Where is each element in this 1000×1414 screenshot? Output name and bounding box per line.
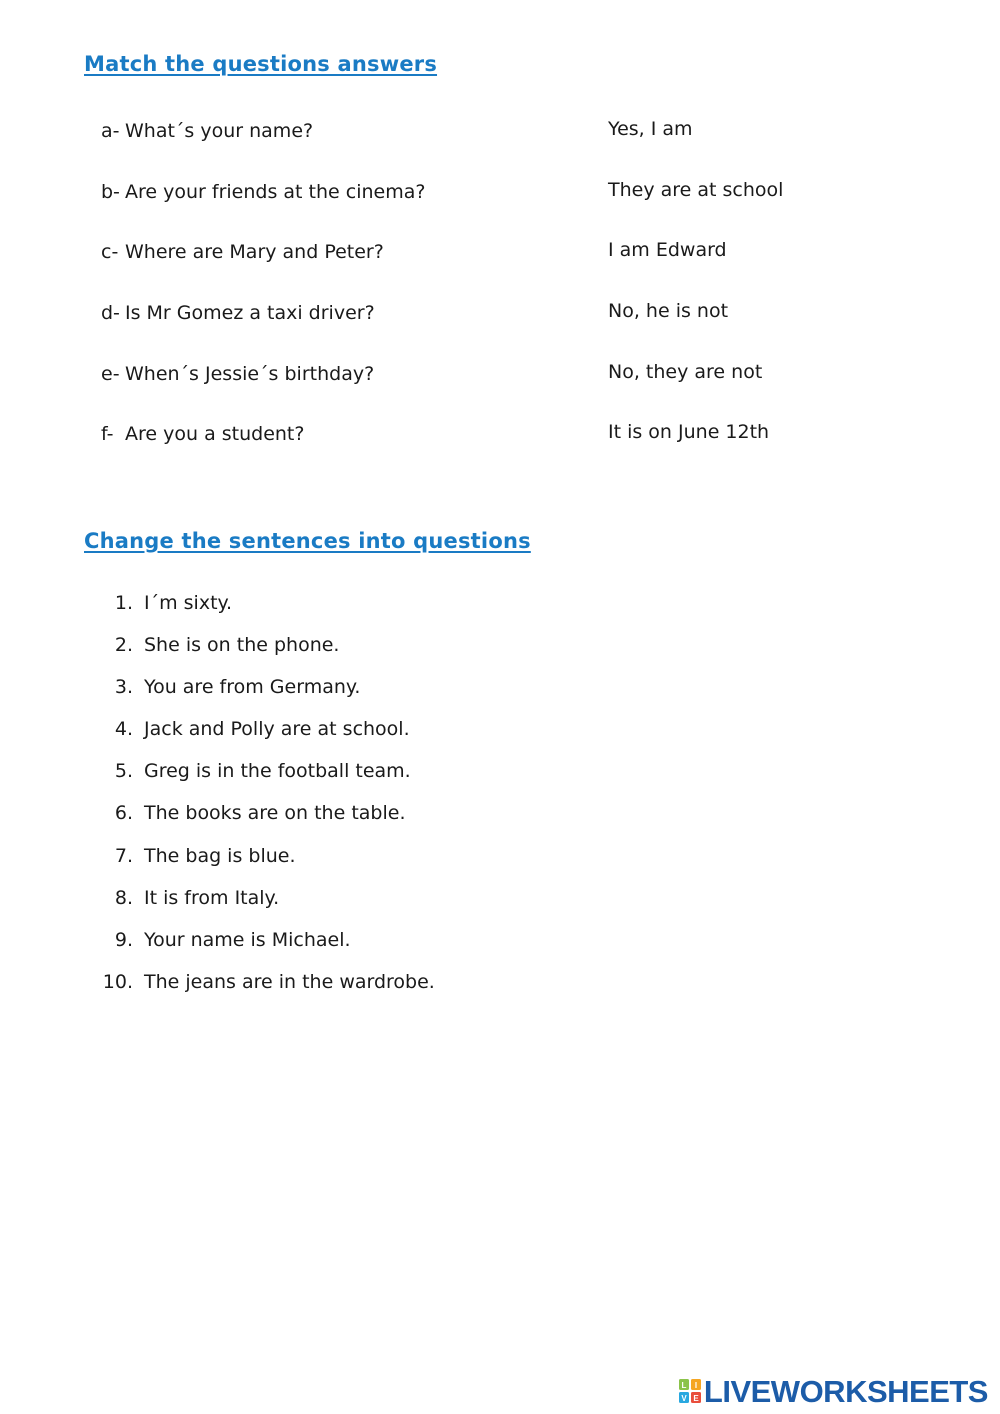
svg-text:L: L (681, 1381, 687, 1390)
list-item: 8. It is from Italy. (114, 886, 280, 909)
sentence-text: The bag is blue. (144, 844, 296, 867)
match-question: a- What´s your name? (101, 120, 314, 142)
match-answer[interactable]: No, they are not (608, 361, 763, 383)
match-row (101, 120, 921, 150)
match-answer[interactable]: I am Edward (608, 239, 727, 261)
brand-name: LIVEWORKSHEETS (703, 1373, 988, 1409)
sentence-text: The books are on the table. (144, 802, 406, 825)
match-question: c- Where are Mary and Peter? (101, 241, 384, 263)
match-question: d- Is Mr Gomez a taxi driver? (101, 302, 375, 324)
change-section-title: Change the sentences into questions (84, 529, 531, 553)
match-answer[interactable]: They are at school (608, 179, 784, 201)
liveworksheets-logo[interactable] (678, 1374, 988, 1408)
match-answer[interactable]: It is on June 12th (608, 421, 770, 443)
match-question: b- Are your friends at the cinema? (101, 181, 426, 203)
match-section-title: Match the questions answers (84, 52, 438, 76)
sentence-text: Jack and Polly are at school. (144, 718, 410, 741)
list-item: 1. I´m sixty. (114, 592, 233, 614)
match-answer[interactable]: No, he is not (608, 300, 729, 322)
match-question: f- Are you a student? (101, 423, 305, 445)
sentence-text: The jeans are in the wardrobe. (144, 970, 435, 993)
list-item: 5. Greg is in the football team. (114, 760, 411, 783)
match-answer[interactable]: Yes, I am (608, 118, 693, 140)
list-item: 10. The jeans are in the wardrobe. (102, 970, 435, 993)
sentence-text: I´m sixty. (144, 592, 233, 614)
match-row (101, 181, 921, 211)
list-item: 9. Your name is Michael. (114, 928, 351, 951)
svg-text:V: V (681, 1394, 687, 1403)
list-item: 3. You are from Germany. (114, 676, 361, 699)
svg-text:E: E (693, 1394, 699, 1403)
sentence-text: Your name is Michael. (144, 928, 351, 951)
list-item: 7. The bag is blue. (114, 844, 296, 867)
list-item: 6. The books are on the table. (114, 802, 406, 825)
match-row (101, 241, 921, 271)
sentence-list (101, 592, 435, 1013)
liveworksheets-logo-icon (678, 1378, 702, 1404)
sentence-text: It is from Italy. (144, 886, 280, 909)
sentence-text: You are from Germany. (144, 676, 361, 699)
list-item: 4. Jack and Polly are at school. (114, 718, 410, 741)
list-item: 2. She is on the phone. (114, 634, 340, 657)
match-question: e- When´s Jessie´s birthday? (101, 363, 375, 385)
match-row (101, 423, 921, 453)
match-row (101, 363, 921, 393)
match-row (101, 302, 921, 332)
sentence-text: Greg is in the football team. (144, 760, 411, 783)
sentence-text: She is on the phone. (144, 634, 340, 657)
svg-text:I: I (694, 1381, 698, 1390)
